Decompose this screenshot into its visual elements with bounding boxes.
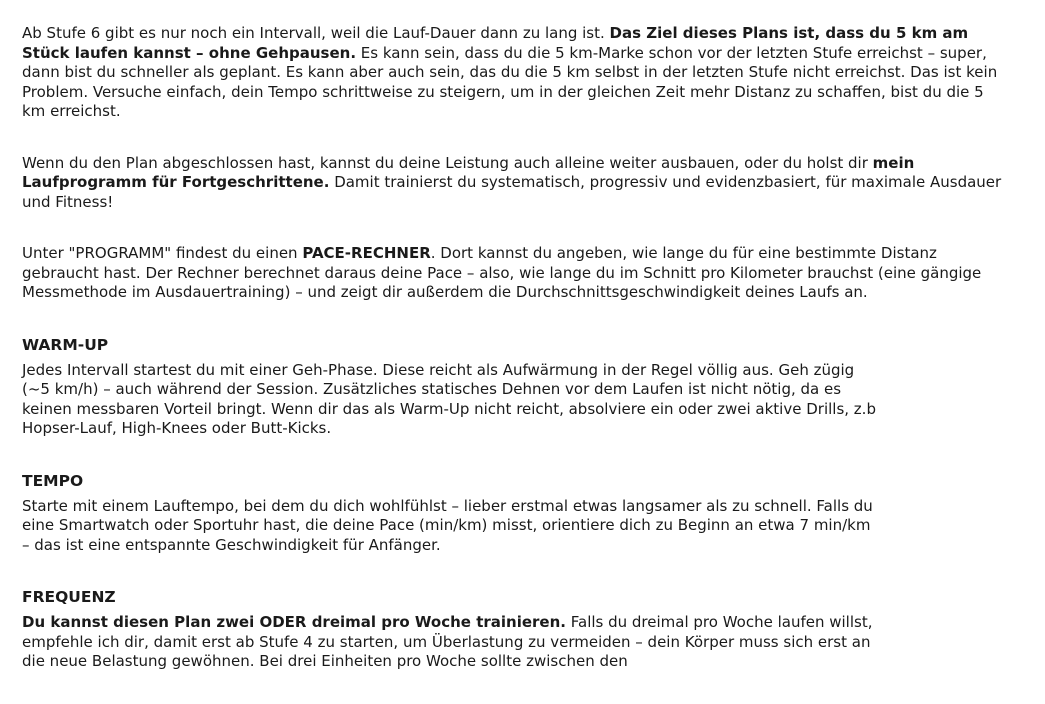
paragraph-pace-text-b: . Dort kannst du angeben, wie lange du für eine bestimmte Distanz gebraucht hast. Der Rechner berechnet daraus deine Pace – also, wie lange du im Schnitt pro Kilometer brauchst (eine gängige Messmethode im Ausdauertraining) – und zeigt dir außerdem die Durchschnittsgeschwindigkeit deines Laufs an. — [22, 244, 982, 301]
advanced-program-link[interactable]: mein Laufprogramm für Fortgeschrittene. — [22, 153, 915, 191]
paragraph-pace-text-a: Unter "PROGRAMM" findest du einen — [22, 244, 303, 262]
section-warmup — [22, 335, 882, 439]
warmup-text: Jedes Intervall startest du mit einer Geh-Phase. Diese reicht als Aufwärmung in der Regel völlig aus. Geh zügig (~5 km/h) – auch während der Session. Zusätzliches statisches Dehnen vor dem Laufen ist nicht nötig, da es keinen messbaren Vorteil bringt. Wenn dir das als Warm-Up nicht reicht, absolviere ein oder zwei aktive Drills, z.b Hopser-Lauf, High-Knees oder Butt-Kicks. — [22, 360, 876, 437]
paragraph-advanced-program — [22, 154, 1007, 213]
paragraph-advanced-text-b: Damit trainierst du systematisch, progressiv und evidenzbasiert, für maximale Ausdauer und Fitness! — [22, 173, 1002, 211]
paragraph-goal — [22, 24, 1007, 122]
heading-warmup: WARM-UP — [22, 335, 109, 354]
heading-tempo: TEMPO — [22, 471, 84, 490]
frequenz-text-b: Falls du dreimal pro Woche laufen willst, empfehle ich dir, damit erst ab Stufe 4 zu starten, um Überlastung zu vermeiden – dein Körper muss sich erst an die neue Belastung gewöhnen. Bei drei Einheiten pro Woche sollte zwischen den — [22, 613, 873, 670]
paragraph-pace-calculator — [22, 244, 1007, 303]
tempo-text: Starte mit einem Lauftempo, bei dem du dich wohlfühlst – lieber erstmal etwas langsamer als zu schnell. Falls du eine Smartwatch oder Sportuhr hast, die deine Pace (min/km) misst, orientiere dich zu Beginn an etwa 7 min/km – das ist eine entspannte Geschwindigkeit für Anfänger. — [22, 496, 873, 554]
section-tempo — [22, 471, 882, 556]
paragraph-goal-bold: Das Ziel dieses Plans ist, dass du 5 km am Stück laufen kannst – ohne Gehpausen. — [22, 24, 969, 62]
document-body — [22, 24, 1007, 704]
frequenz-text — [22, 613, 882, 672]
paragraph-goal-text-b: Es kann sein, dass du die 5 km-Marke schon vor der letzten Stufe erreichst – super, dann bist du schneller als geplant. Es kann aber auch sein, das du die 5 km selbst in der letzten Stufe nicht erreichst. Das ist kein Problem. Versuche einfach, dein Tempo schrittweise zu steigern, um in der gleichen Zeit mehr Distanz zu schaffen, bist du die 5 km erreichst. — [22, 43, 998, 120]
section-frequenz — [22, 587, 882, 672]
paragraph-advanced-text-a: Wenn du den Plan abgeschlossen hast, kannst du deine Leistung auch alleine weiter ausbauen, oder du holst dir — [22, 153, 873, 172]
pace-calculator-label: PACE-RECHNER — [302, 244, 431, 262]
frequenz-bold: Du kannst diesen Plan zwei ODER dreimal pro Woche trainieren. — [22, 613, 566, 631]
heading-frequenz: FREQUENZ — [22, 588, 116, 606]
paragraph-goal-text-a: Ab Stufe 6 gibt es nur noch ein Intervall, weil die Lauf-Dauer dann zu lang ist. — [22, 24, 610, 42]
